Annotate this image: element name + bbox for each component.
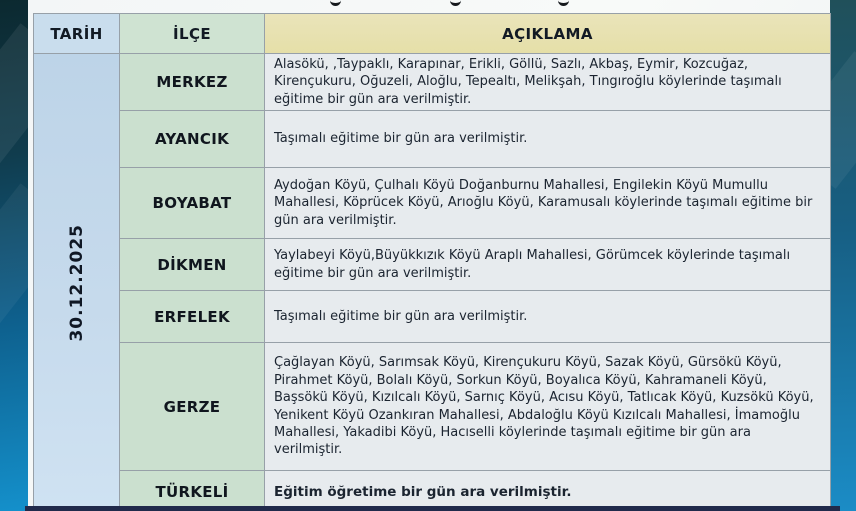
background-gradient-left (0, 0, 28, 511)
cutoff-title-glyph (558, 0, 569, 6)
date-value: 30.12.2025 (66, 223, 87, 342)
district-name: AYANCIK (154, 130, 230, 148)
district-name: DİKMEN (157, 255, 227, 274)
description-text: Yaylabeyi Köyü,Büyükkızık Köyü Araplı Mahallesi, Görümcek köylerinde taşımalı eğitime bir gün ara verilmiştir. (274, 248, 791, 281)
announcement-card (28, 0, 830, 511)
cutoff-title-glyph (450, 0, 461, 6)
closure-table (33, 13, 831, 511)
description-cell-merkez (265, 54, 831, 111)
cutoff-title-glyph (330, 0, 341, 6)
description-text: Taşımalı eğitime bir gün ara verilmiştir. (274, 308, 528, 324)
description-text: Taşımalı eğitime bir gün ara verilmiştir. (274, 131, 528, 147)
district-name: GERZE (163, 397, 221, 416)
district-cell-merkez (120, 54, 265, 111)
cutoff-bottom-bar (25, 506, 840, 511)
description-cell-ayancik (265, 111, 831, 168)
district-cell-boyabat (120, 168, 265, 239)
column-header-date (34, 14, 120, 54)
district-name: MERKEZ (156, 73, 228, 91)
light-streak (830, 51, 856, 189)
description-cell-erfelek (265, 291, 831, 343)
description-cell-dikmen (265, 239, 831, 291)
light-streak (0, 23, 28, 176)
description-cell-gerze (265, 343, 831, 471)
district-cell-gerze (120, 343, 265, 471)
district-cell-ayancik (120, 111, 265, 168)
district-name: BOYABAT (152, 194, 232, 212)
column-header-description (265, 14, 831, 54)
district-cell-erfelek (120, 291, 265, 343)
description-text: Alasökü, ,Taypaklı, Karapınar, Erikli, Göllü, Sazlı, Akbaş, Eymir, Kozcuğaz, Kirençukuru, Oğuzeli, Aloğlu, Tepealtı, Melikşah, Tıngıroğlu köylerinde taşımalı eğitime bir gün ara verilmiştir. (274, 56, 782, 107)
light-streak (0, 183, 28, 336)
background-gradient-right (830, 0, 856, 511)
description-text: Eğitim öğretime bir gün ara verilmiştir. (274, 484, 572, 500)
district-name: TÜRKELİ (155, 482, 229, 501)
district-cell-turkeli (120, 471, 265, 511)
district-name: ERFELEK (154, 307, 230, 326)
column-header-description-label: AÇIKLAMA (502, 24, 593, 43)
description-text: Çağlayan Köyü, Sarımsak Köyü, Kirençukuru Köyü, Sazak Köyü, Gürsökü Köyü, Pirahmet Köyü, Bolalı Köyü, Sorkun Köyü, Boyalıca Köyü, Kahramaneli Köyü, Başsökü Köyü, Kızılcalı Köyü, Sarnıç Köyü, Acısu Köyü, Tatlıcak Köyü, Kuzsökü Köyü, Yenikent Köyü Ozankıran Mahallesi, Abdaloğlu Köyü Kızılcalı Mahallesi, İmamoğlu Mahallesi, Yakadibi Köyü, Hacıselli köylerinde taşımalı eğitime bir gün ara verilmiştir. (274, 355, 814, 458)
description-cell-boyabat (265, 168, 831, 239)
column-header-district (120, 14, 265, 54)
column-header-district-label: İLÇE (173, 24, 211, 43)
column-header-date-label: TARİH (50, 24, 103, 43)
description-cell-turkeli (265, 471, 831, 511)
district-cell-dikmen (120, 239, 265, 291)
description-text: Aydoğan Köyü, Çulhalı Köyü Doğanburnu Mahallesi, Engilekin Köyü Mumullu Mahallesi, Köprücek Köyü, Arıoğlu Köyü, Karamusalı köylerinde taşımalı eğitime bir gün ara verilmiştir. (274, 177, 813, 228)
date-cell (34, 54, 120, 511)
